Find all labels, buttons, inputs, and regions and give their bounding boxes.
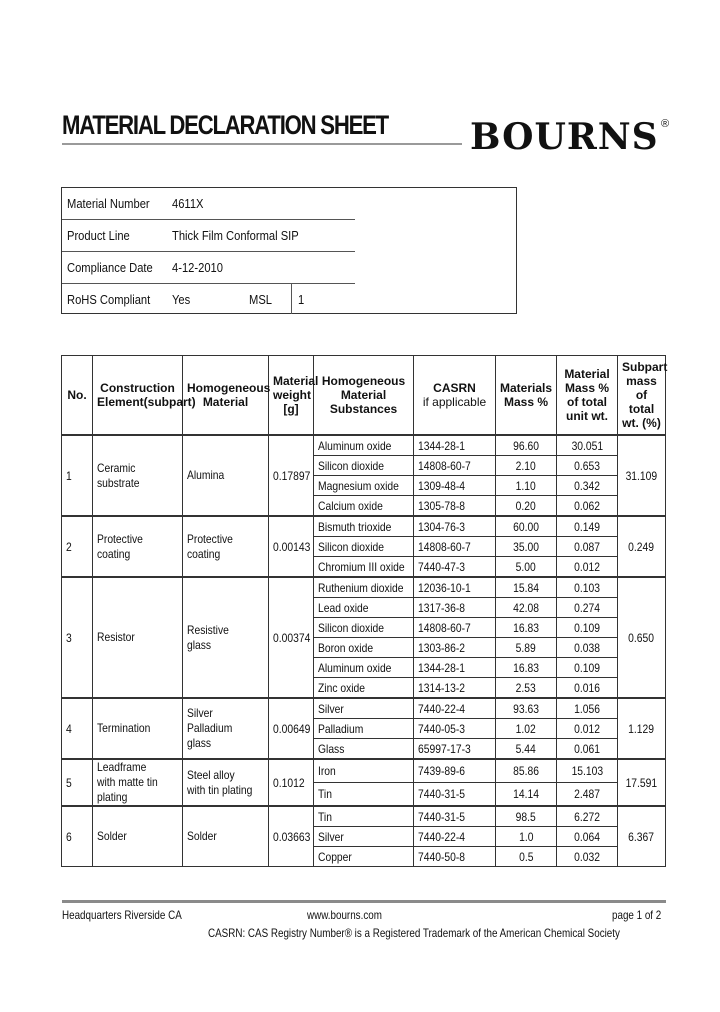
table-body [62, 435, 666, 867]
cell-substance-text: Aluminum oxide [318, 438, 392, 453]
cell-construction-element [93, 577, 183, 698]
cell-material-weight-text: 0.03663 [273, 829, 311, 844]
cell-substance [314, 598, 414, 618]
cell-substance [314, 456, 414, 476]
cell-total-percent [557, 719, 618, 739]
cell-casrn-text: 12036-10-1 [418, 580, 471, 595]
cell-total-percent-text: 0.109 [574, 620, 600, 635]
cell-mass-percent-text: 1.10 [515, 478, 537, 493]
info-row-compliance-date [62, 252, 355, 283]
cell-total-percent [557, 638, 618, 658]
cell-substance [314, 739, 414, 760]
cell-substance [314, 847, 414, 867]
cell-mass-percent-text: 98.5 [515, 809, 537, 824]
cell-material-weight [269, 698, 314, 759]
cell-mass-percent [496, 456, 557, 476]
header-subpart: Subpart mass of total wt. (%) [618, 356, 666, 436]
cell-mass-percent-text: 15.84 [513, 580, 539, 595]
rohs-label: RoHS Compliant [67, 292, 151, 307]
cell-casrn [414, 806, 496, 827]
header-construction: Construction Element(subpart) [93, 356, 183, 436]
cell-total-percent-text: 1.056 [574, 701, 600, 716]
compliance-date-value: 4-12-2010 [172, 260, 223, 275]
cell-subpart-percent [618, 759, 666, 806]
cell-casrn-text: 1317-36-8 [418, 600, 466, 615]
cell-construction-element [93, 806, 183, 867]
cell-mass-percent [496, 698, 557, 719]
cell-construction-element [93, 435, 183, 516]
cell-mass-percent-text: 0.20 [515, 498, 537, 513]
cell-subpart-percent [618, 698, 666, 759]
cell-substance [314, 577, 414, 598]
cell-substance [314, 638, 414, 658]
cell-casrn [414, 658, 496, 678]
cell-casrn [414, 537, 496, 557]
cell-substance-text: Tin [318, 809, 332, 824]
cell-casrn-text: 7440-50-8 [418, 849, 466, 864]
cell-substance-text: Calcium oxide [318, 498, 383, 513]
cell-no-text: 4 [66, 721, 72, 736]
cell-material-weight [269, 577, 314, 698]
header-casrn [414, 356, 496, 436]
cell-substance [314, 827, 414, 847]
cell-homogeneous-material-text: Alumina [187, 468, 225, 482]
table-row [62, 435, 666, 456]
cell-substance [314, 698, 414, 719]
info-row-rohs [62, 284, 518, 315]
footer-website: www.bourns.com [307, 908, 382, 922]
cell-total-percent [557, 783, 618, 807]
cell-mass-percent [496, 516, 557, 537]
header-no: No. [62, 356, 93, 436]
header-casrn-title: CASRN [433, 381, 476, 395]
cell-mass-percent-text: 96.60 [513, 438, 539, 453]
cell-total-percent [557, 577, 618, 598]
info-row-material-number [62, 188, 355, 219]
cell-mass-percent-text: 5.89 [515, 640, 537, 655]
cell-mass-percent [496, 658, 557, 678]
cell-substance-text: Silver [318, 829, 344, 844]
cell-total-percent-text: 0.016 [574, 680, 600, 695]
cell-casrn-text: 1344-28-1 [418, 438, 466, 453]
cell-construction-element-text: Resistor [97, 630, 135, 644]
cell-mass-percent [496, 557, 557, 578]
cell-total-percent [557, 557, 618, 578]
cell-mass-percent [496, 638, 557, 658]
cell-casrn-text: 1305-78-8 [418, 498, 466, 513]
cell-substance-text: Palladium [318, 721, 364, 736]
cell-substance-text: Ruthenium dioxide [318, 580, 404, 595]
header-casrn-sub: if applicable [422, 395, 487, 409]
cell-mass-percent-text: 14.14 [513, 787, 539, 801]
cell-casrn-text: 14808-60-7 [418, 458, 471, 473]
cell-casrn [414, 847, 496, 867]
cell-homogeneous-material-text: Protective coating [187, 531, 233, 561]
cell-casrn-text: 1303-86-2 [418, 640, 466, 655]
cell-material-weight-text: 0.00143 [273, 539, 311, 554]
cell-substance [314, 678, 414, 699]
cell-casrn [414, 435, 496, 456]
cell-mass-percent-text: 2.53 [515, 680, 537, 695]
footer-divider [62, 900, 666, 903]
cell-no-text: 5 [66, 775, 72, 790]
cell-no [62, 806, 93, 867]
cell-substance [314, 516, 414, 537]
table-row [62, 516, 666, 537]
cell-total-percent [557, 827, 618, 847]
msl-value: 1 [298, 292, 305, 307]
registered-mark: ® [661, 118, 670, 130]
cell-mass-percent-text: 1.0 [518, 829, 534, 844]
cell-subpart-percent [618, 435, 666, 516]
cell-mass-percent [496, 618, 557, 638]
cell-homogeneous-material [183, 516, 269, 577]
cell-total-percent [557, 739, 618, 760]
cell-construction-element-text: Leadframe with matte tin plating [97, 760, 158, 804]
cell-casrn-text: 7440-22-4 [418, 829, 466, 844]
info-row-product-line [62, 220, 355, 251]
cell-total-percent [557, 598, 618, 618]
cell-substance [314, 557, 414, 578]
cell-casrn [414, 516, 496, 537]
cell-mass-percent [496, 739, 557, 760]
table-row [62, 759, 666, 783]
cell-subpart-percent-text: 6.367 [628, 829, 655, 844]
cell-casrn-text: 1314-13-2 [418, 680, 466, 695]
cell-casrn-text: 1309-48-4 [418, 478, 466, 493]
cell-mass-percent [496, 827, 557, 847]
cell-total-percent-text: 0.064 [574, 829, 600, 844]
cell-substance [314, 783, 414, 807]
cell-total-percent [557, 698, 618, 719]
cell-homogeneous-material [183, 577, 269, 698]
cell-no [62, 577, 93, 698]
cell-mass-percent [496, 496, 557, 517]
cell-mass-percent-text: 85.86 [513, 764, 539, 778]
cell-material-weight-text: 0.00374 [273, 630, 311, 645]
cell-casrn [414, 827, 496, 847]
table-row [62, 698, 666, 719]
cell-casrn-text: 7440-47-3 [418, 559, 466, 574]
cell-substance-text: Copper [318, 849, 352, 864]
cell-total-percent-text: 0.274 [574, 600, 600, 615]
cell-homogeneous-material-text: Silver Palladium glass [187, 706, 233, 750]
cell-total-percent [557, 618, 618, 638]
cell-no [62, 435, 93, 516]
cell-mass-percent-text: 0.5 [518, 849, 534, 864]
cell-substance [314, 435, 414, 456]
cell-subpart-percent-text: 0.249 [628, 539, 655, 554]
cell-homogeneous-material-text: Steel alloy with tin plating [187, 767, 253, 797]
cell-casrn-text: 7440-22-4 [418, 701, 466, 716]
cell-casrn-text: 1304-76-3 [418, 519, 466, 534]
cell-total-percent [557, 759, 618, 783]
cell-homogeneous-material [183, 759, 269, 806]
cell-total-percent [557, 476, 618, 496]
cell-subpart-percent-text: 1.129 [628, 721, 655, 736]
cell-mass-percent [496, 759, 557, 783]
cell-total-percent-text: 15.103 [571, 764, 603, 778]
cell-total-percent [557, 678, 618, 699]
cell-substance-text: Chromium III oxide [318, 559, 405, 574]
cell-casrn [414, 598, 496, 618]
cell-total-percent-text: 2.487 [574, 787, 600, 801]
cell-mass-percent-text: 5.44 [515, 741, 537, 756]
cell-mass-percent-text: 42.08 [513, 600, 539, 615]
cell-casrn [414, 698, 496, 719]
cell-subpart-percent-text: 31.109 [625, 468, 658, 483]
header-mass: Materials Mass % [496, 356, 557, 436]
msl-divider [291, 284, 292, 314]
cell-substance-text: Silver [318, 701, 344, 716]
cell-total-percent-text: 0.087 [574, 539, 600, 554]
cell-total-percent-text: 6.272 [574, 809, 600, 824]
cell-substance-text: Tin [318, 787, 332, 801]
cell-total-percent-text: 0.109 [574, 660, 600, 675]
cell-mass-percent [496, 537, 557, 557]
cell-subpart-percent [618, 577, 666, 698]
cell-substance-text: Boron oxide [318, 640, 374, 655]
cell-no [62, 516, 93, 577]
cell-casrn-text: 65997-17-3 [418, 741, 471, 756]
cell-mass-percent [496, 719, 557, 739]
cell-casrn [414, 739, 496, 760]
cell-substance-text: Zinc oxide [318, 680, 366, 695]
cell-mass-percent [496, 577, 557, 598]
cell-casrn [414, 476, 496, 496]
cell-construction-element-text: Termination [97, 721, 151, 735]
cell-subpart-percent [618, 806, 666, 867]
cell-mass-percent [496, 435, 557, 456]
cell-substance [314, 806, 414, 827]
cell-casrn [414, 783, 496, 807]
cell-substance-text: Glass [318, 741, 345, 756]
cell-casrn-text: 7440-05-3 [418, 721, 466, 736]
cell-casrn [414, 719, 496, 739]
cell-subpart-percent [618, 516, 666, 577]
cell-no-text: 1 [66, 468, 72, 483]
cell-no-text: 3 [66, 630, 72, 645]
cell-mass-percent [496, 806, 557, 827]
cell-substance-text: Bismuth trioxide [318, 519, 392, 534]
cell-subpart-percent-text: 17.591 [625, 775, 658, 790]
compliance-date-label: Compliance Date [67, 260, 153, 275]
cell-mass-percent-text: 1.02 [515, 721, 537, 736]
material-table [61, 355, 666, 867]
cell-casrn [414, 618, 496, 638]
table-row [62, 577, 666, 598]
table-header-row [62, 356, 666, 436]
rohs-value: Yes [172, 292, 191, 307]
cell-subpart-percent-text: 0.650 [628, 630, 655, 645]
footer-page-number: page 1 of 2 [612, 908, 662, 922]
cell-mass-percent-text: 2.10 [515, 458, 537, 473]
cell-homogeneous-material-text: Solder [187, 829, 217, 843]
cell-construction-element-text: Protective coating [97, 531, 143, 561]
cell-total-percent-text: 0.342 [574, 478, 600, 493]
cell-construction-element-text: Solder [97, 829, 127, 843]
cell-total-percent-text: 30.051 [571, 438, 603, 453]
cell-total-percent [557, 496, 618, 517]
cell-mass-percent-text: 16.83 [513, 620, 539, 635]
cell-homogeneous-material [183, 435, 269, 516]
cell-total-percent-text: 0.032 [574, 849, 600, 864]
cell-material-weight-text: 0.1012 [273, 775, 305, 790]
cell-casrn-text: 14808-60-7 [418, 539, 471, 554]
cell-substance [314, 719, 414, 739]
cell-substance-text: Silicon dioxide [318, 620, 384, 635]
cell-mass-percent [496, 847, 557, 867]
cell-mass-percent-text: 35.00 [513, 539, 539, 554]
cell-mass-percent [496, 598, 557, 618]
cell-casrn [414, 456, 496, 476]
cell-substance [314, 496, 414, 517]
cell-casrn-text: 14808-60-7 [418, 620, 471, 635]
cell-total-percent-text: 0.012 [574, 559, 600, 574]
page-title: MATERIAL DECLARATION SHEET [62, 110, 388, 140]
cell-substance-text: Magnesium oxide [318, 478, 399, 493]
header-weight: Material weight [g] [269, 356, 314, 436]
cell-substance [314, 476, 414, 496]
cell-material-weight [269, 759, 314, 806]
cell-total-percent [557, 847, 618, 867]
cell-casrn-text: 7439-89-6 [418, 764, 466, 778]
cell-substance-text: Lead oxide [318, 600, 369, 615]
cell-total-percent-text: 0.149 [574, 519, 600, 534]
cell-no-text: 2 [66, 539, 72, 554]
cell-total-percent [557, 806, 618, 827]
cell-mass-percent-text: 16.83 [513, 660, 539, 675]
cell-material-weight [269, 516, 314, 577]
cell-casrn [414, 557, 496, 578]
cell-mass-percent [496, 783, 557, 807]
cell-no [62, 698, 93, 759]
cell-substance [314, 537, 414, 557]
material-number-value: 4611X [172, 196, 204, 211]
cell-total-percent [557, 516, 618, 537]
cell-substance-text: Silicon dioxide [318, 539, 384, 554]
cell-total-percent-text: 0.061 [574, 741, 600, 756]
cell-no-text: 6 [66, 829, 72, 844]
cell-mass-percent-text: 93.63 [513, 701, 539, 716]
cell-substance [314, 658, 414, 678]
cell-casrn [414, 638, 496, 658]
cell-total-percent-text: 0.653 [574, 458, 600, 473]
cell-construction-element [93, 759, 183, 806]
header-homogeneous: Homogeneous Material [183, 356, 269, 436]
cell-total-percent-text: 0.012 [574, 721, 600, 736]
msl-label: MSL [249, 292, 272, 307]
cell-casrn [414, 678, 496, 699]
product-line-value: Thick Film Conformal SIP [172, 228, 299, 243]
cell-casrn [414, 759, 496, 783]
cell-mass-percent [496, 476, 557, 496]
cell-substance [314, 759, 414, 783]
material-number-label: Material Number [67, 196, 150, 211]
cell-casrn-text: 7440-31-5 [418, 809, 466, 824]
cell-mass-percent-text: 60.00 [513, 519, 539, 534]
cell-substance-text: Iron [318, 764, 336, 778]
table-row [62, 806, 666, 827]
cell-total-percent [557, 435, 618, 456]
cell-construction-element-text: Ceramic substrate [97, 460, 140, 490]
cell-construction-element [93, 698, 183, 759]
cell-substance-text: Silicon dioxide [318, 458, 384, 473]
cell-total-percent [557, 658, 618, 678]
cell-substance [314, 618, 414, 638]
cell-casrn [414, 496, 496, 517]
cell-no [62, 759, 93, 806]
cell-casrn-text: 1344-28-1 [418, 660, 466, 675]
product-line-label: Product Line [67, 228, 130, 243]
cell-casrn-text: 7440-31-5 [418, 787, 466, 801]
footer-casrn-note: CASRN: CAS Registry Number® is a Registered Trademark of the American Chemical Society [208, 926, 620, 940]
cell-casrn [414, 577, 496, 598]
cell-total-percent [557, 537, 618, 557]
cell-substance-text: Aluminum oxide [318, 660, 392, 675]
title-divider [62, 143, 462, 145]
header-substances: Homogeneous Material Substances [314, 356, 414, 436]
cell-construction-element [93, 516, 183, 577]
cell-material-weight [269, 806, 314, 867]
footer-headquarters: Headquarters Riverside CA [62, 908, 182, 922]
cell-mass-percent-text: 5.00 [515, 559, 537, 574]
cell-total-percent [557, 456, 618, 476]
cell-homogeneous-material [183, 698, 269, 759]
cell-material-weight-text: 0.00649 [273, 721, 311, 736]
brand-logo: BOURNS [470, 116, 659, 158]
cell-total-percent-text: 0.062 [574, 498, 600, 513]
info-box [61, 187, 517, 314]
cell-total-percent-text: 0.038 [574, 640, 600, 655]
header-mass-total: Material Mass % of total unit wt. [557, 356, 618, 436]
cell-homogeneous-material [183, 806, 269, 867]
cell-homogeneous-material-text: Resistive glass [187, 622, 229, 652]
cell-material-weight [269, 435, 314, 516]
cell-total-percent-text: 0.103 [574, 580, 600, 595]
cell-material-weight-text: 0.17897 [273, 468, 311, 483]
cell-mass-percent [496, 678, 557, 699]
